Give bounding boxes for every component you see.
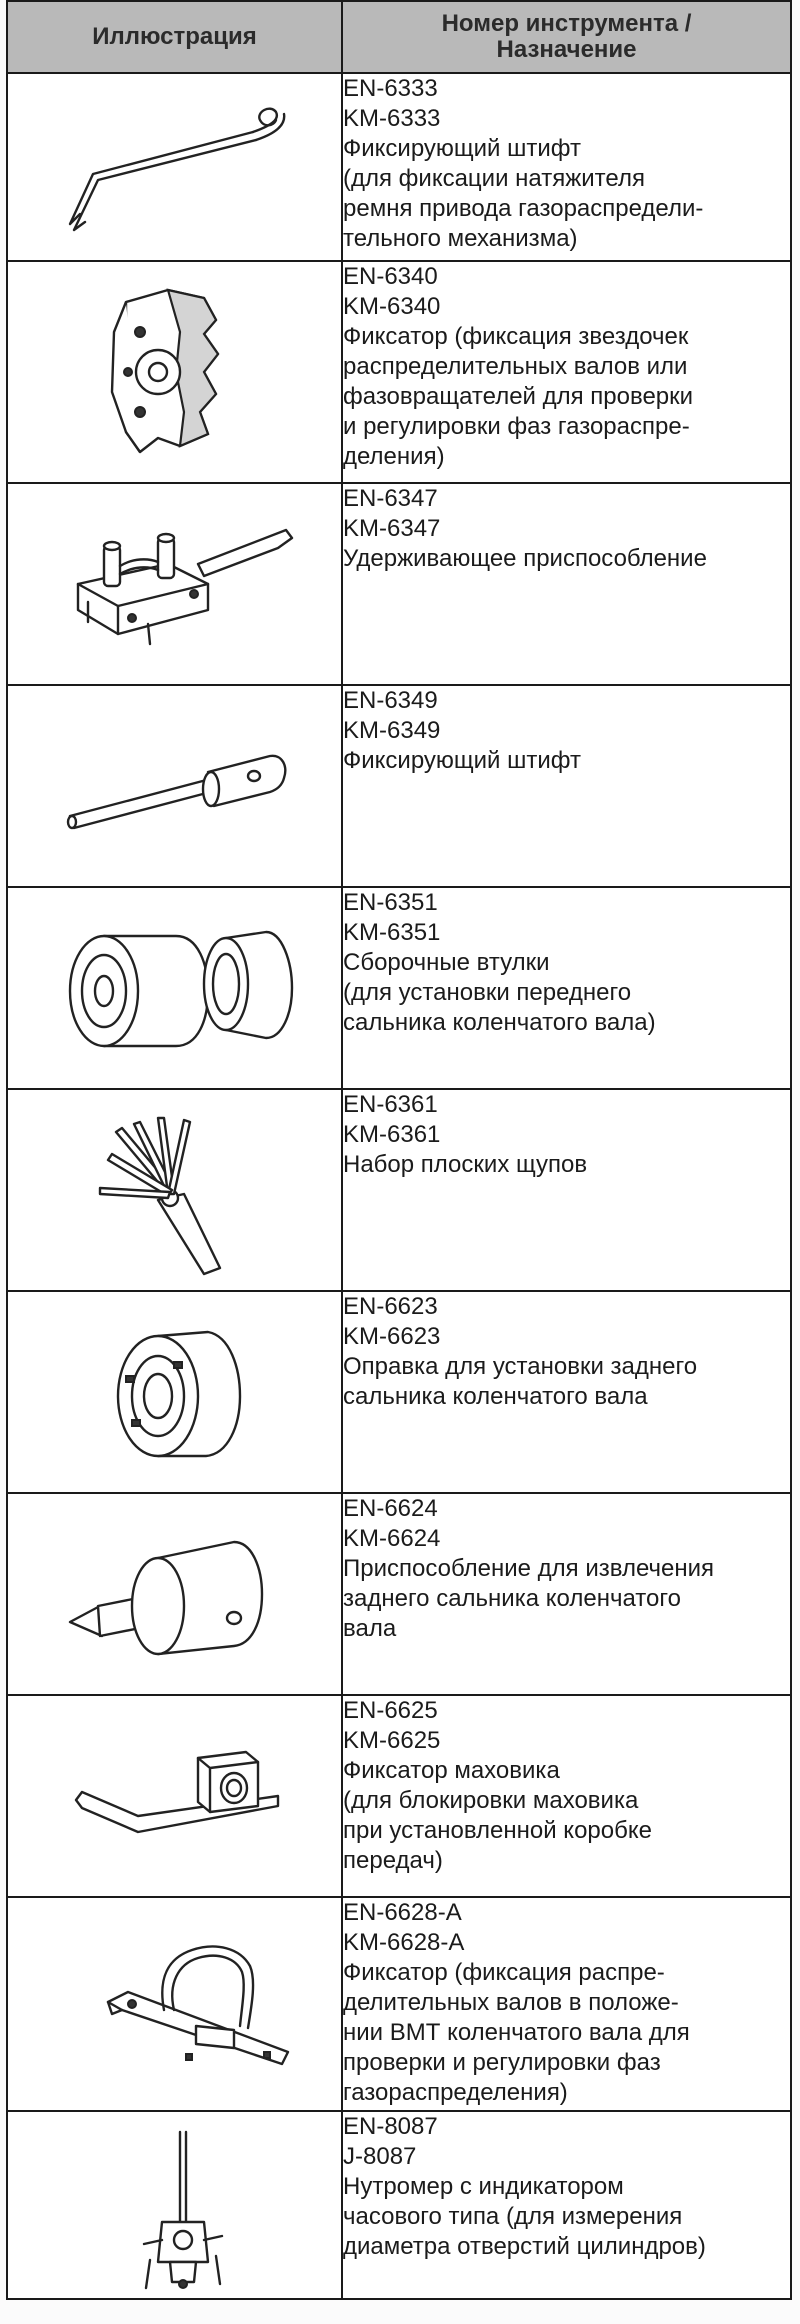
table-header-row [7, 1, 791, 73]
table-row [7, 483, 791, 685]
header-illustration [7, 1, 342, 73]
tool-purpose: вала [343, 1615, 397, 1642]
tool-purpose: Удерживающее приспособление [343, 545, 707, 572]
tool-number-en: EN-6340 [343, 263, 438, 290]
header-illustration-label: Иллюстрация [92, 23, 257, 50]
locking-pin-straight-icon [8, 686, 341, 886]
tool-purpose: сальника коленчатого вала) [343, 1009, 656, 1036]
illustration-cell [7, 2111, 342, 2299]
header-tool-number-line2: Назначение [496, 36, 637, 63]
tools-table [6, 0, 792, 2300]
tool-purpose: Фиксатор маховика [343, 1757, 560, 1784]
tool-number-km: KM-6333 [343, 105, 441, 132]
tool-description-cell [342, 1695, 791, 1897]
tool-description-cell [342, 261, 791, 483]
tool-number-en: EN-6625 [343, 1697, 438, 1724]
tool-purpose: нии ВМТ коленчатого вала для [343, 2019, 690, 2046]
bore-dial-gauge-icon [8, 2112, 341, 2298]
table-row [7, 685, 791, 887]
tool-number-km: KM-6625 [343, 1727, 441, 1754]
tool-number-en: EN-6361 [343, 1091, 438, 1118]
tool-number-en: EN-6624 [343, 1495, 438, 1522]
tool-purpose: тельного механизма) [343, 225, 578, 252]
tool-purpose: газораспределения) [343, 2079, 568, 2106]
tool-purpose: Сборочные втулки [343, 949, 550, 976]
tool-number-en: EN-6351 [343, 889, 438, 916]
tool-purpose: Фиксатор (фиксация звездочек [343, 323, 689, 350]
table-row [7, 1291, 791, 1493]
tool-purpose: сальника коленчатого вала [343, 1383, 648, 1410]
illustration-cell [7, 1897, 342, 2111]
tool-number-km: KM-6628-A [343, 1929, 465, 1956]
tool-purpose: диаметра отверстий цилиндров) [343, 2233, 706, 2260]
tool-number-km: KM-6351 [343, 919, 441, 946]
illustration-cell [7, 73, 342, 261]
table-row [7, 73, 791, 261]
flywheel-lock-icon [8, 1696, 341, 1896]
illustration-cell [7, 261, 342, 483]
tool-purpose: (для установки переднего [343, 979, 632, 1006]
rear-seal-remover-icon [8, 1494, 341, 1694]
illustration-cell [7, 685, 342, 887]
tool-number-en: EN-6347 [343, 485, 438, 512]
locking-pin-bent-icon [8, 74, 341, 260]
tool-purpose: распределительных валов или [343, 353, 688, 380]
tool-description-cell [342, 887, 791, 1089]
tool-number-km: KM-6340 [343, 293, 441, 320]
tool-purpose: делительных валов в положе- [343, 1989, 679, 2016]
tool-number-en: EN-6623 [343, 1293, 438, 1320]
table-row [7, 887, 791, 1089]
camshaft-holder-icon [8, 262, 341, 482]
tool-purpose: и регулировки фаз газораспре- [343, 413, 690, 440]
illustration-cell [7, 1089, 342, 1291]
tool-purpose: Фиксирующий штифт [343, 135, 581, 162]
tool-number-km: KM-6361 [343, 1121, 441, 1148]
tool-purpose: передач) [343, 1847, 443, 1874]
table-row [7, 2111, 791, 2299]
illustration-cell [7, 887, 342, 1089]
header-tool-number-line1: Номер инструмента / [441, 10, 692, 37]
tool-description-cell [342, 1493, 791, 1695]
tool-purpose: заднего сальника коленчатого [343, 1585, 681, 1612]
tool-description-cell [342, 685, 791, 887]
tool-number-km: KM-6624 [343, 1525, 441, 1552]
tool-purpose: фазовращателей для проверки [343, 383, 694, 410]
tool-description-cell [342, 1089, 791, 1291]
tool-purpose: Оправка для установки заднего [343, 1353, 698, 1380]
tool-purpose: ремня привода газораспредели- [343, 195, 704, 222]
table-row [7, 261, 791, 483]
tool-description-cell [342, 483, 791, 685]
tool-purpose: Нутромер с индикатором [343, 2173, 624, 2200]
tool-description-cell [342, 73, 791, 261]
tool-purpose: часового типа (для измерения [343, 2203, 683, 2230]
tool-description-cell [342, 1897, 791, 2111]
table-row [7, 1695, 791, 1897]
holding-fixture-icon [8, 484, 341, 684]
tool-description-cell [342, 1291, 791, 1493]
illustration-cell [7, 1695, 342, 1897]
tool-number-en: EN-8087 [343, 2113, 438, 2140]
rear-seal-installer-icon [8, 1292, 341, 1492]
tool-purpose: при установленной коробке [343, 1817, 652, 1844]
tool-purpose: Набор плоских щупов [343, 1151, 588, 1178]
feeler-gauge-set-icon [8, 1090, 341, 1290]
tool-purpose: деления) [343, 443, 445, 470]
tool-number-km: KM-6349 [343, 717, 441, 744]
tool-number-j: J-8087 [343, 2143, 417, 2170]
table-row [7, 1089, 791, 1291]
tool-number-km: KM-6347 [343, 515, 441, 542]
tool-description-cell [342, 2111, 791, 2299]
assembly-sleeves-icon [8, 888, 341, 1088]
header-tool-number [342, 1, 791, 73]
table-row [7, 1493, 791, 1695]
tool-purpose: Фиксатор (фиксация распре- [343, 1959, 665, 1986]
tool-purpose: Приспособление для извлечения [343, 1555, 715, 1582]
tool-number-km: KM-6623 [343, 1323, 441, 1350]
tool-number-en: EN-6628-A [343, 1899, 462, 1926]
table-row [7, 1897, 791, 2111]
tool-number-en: EN-6349 [343, 687, 438, 714]
tool-purpose: проверки и регулировки фаз [343, 2049, 661, 2076]
tool-purpose: (для блокировки маховика [343, 1787, 639, 1814]
tool-purpose: (для фиксации натяжителя [343, 165, 645, 192]
illustration-cell [7, 1493, 342, 1695]
camshaft-lock-bracket-icon [8, 1898, 341, 2110]
tool-purpose: Фиксирующий штифт [343, 747, 581, 774]
illustration-cell [7, 1291, 342, 1493]
tool-number-en: EN-6333 [343, 75, 438, 102]
illustration-cell [7, 483, 342, 685]
